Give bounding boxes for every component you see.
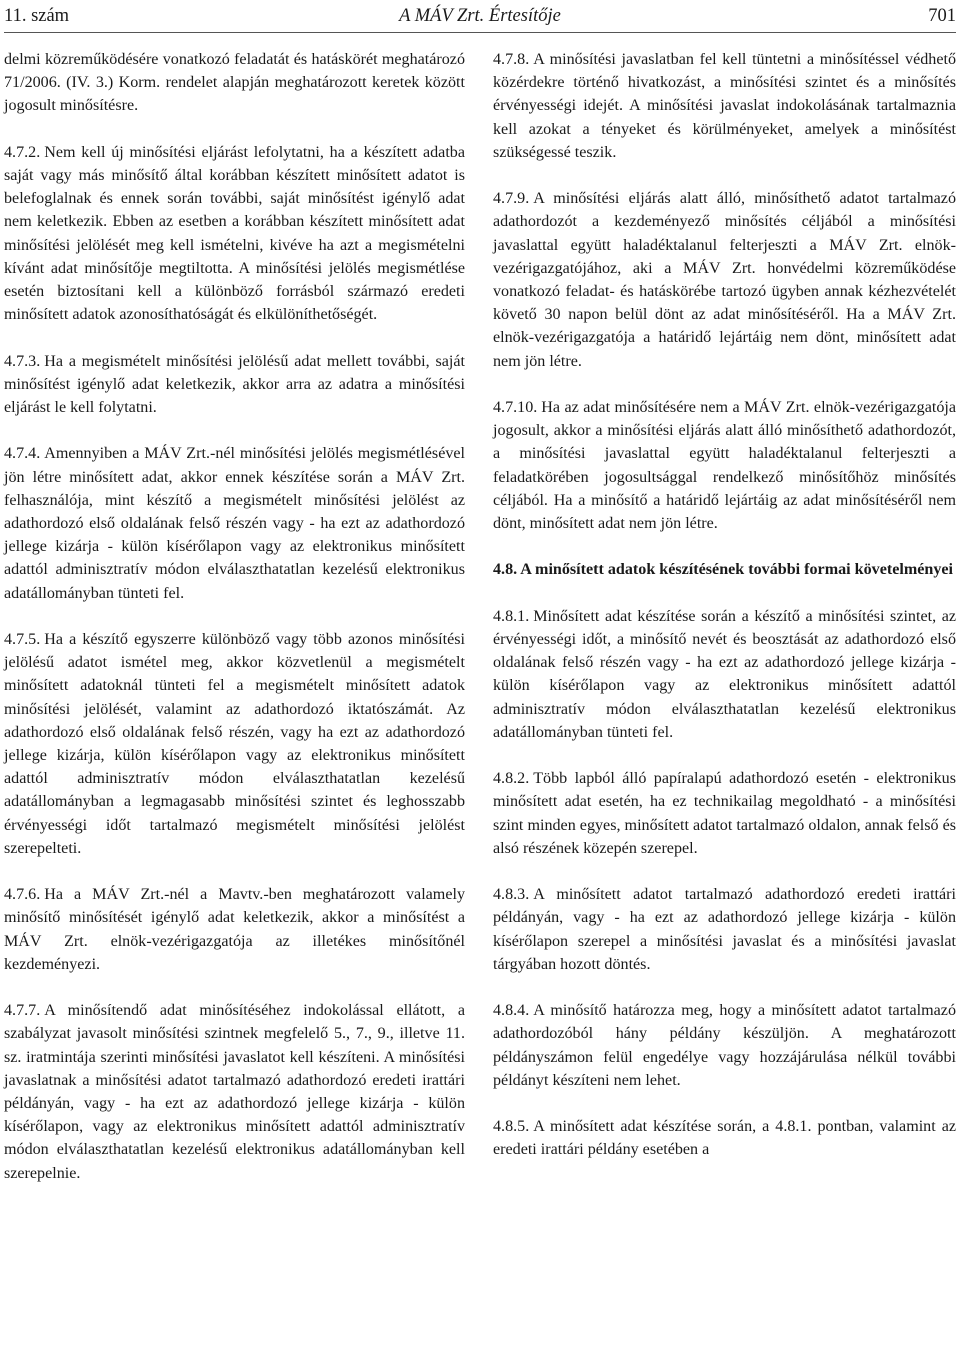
section-number: 4.7.8. bbox=[493, 51, 530, 68]
paragraph-text: Minősített adat készítése során a készítő a minősítési szintet, az érvényességi időt, a minősítő nevét és beosztását az adathordozó első oldalának felső részén vagy - ha ezt az adathordozó jellege kizárja - külön kísérőlapon vagy az elektronikus minősített adattól adminisztratív módon elválaszthatatlan kezelésű elektronikus adatállományban tünteti fel. bbox=[493, 607, 956, 741]
paragraph-text: A minősítési javaslatban fel kell tüntetni a minősítéssel védhető közérdekre történő hivatkozást, a minősítési szintet és a minősítés érvényességi idejét. A minősítési javaslat indokolásának tartalmaznia kell azokat a tényeket és körülményeket, amelyek a minősítést szükségessé teszik. bbox=[493, 51, 956, 161]
paragraph-text: Több lapból álló papíralapú adathordozó esetén - elektronikus minősített adat esetén, ha ez technikailag megoldható - a minősítési szint minden egyes, minősített adatot tartalmazó oldalon, annak felső és alsó részének közepén szerepel. bbox=[493, 770, 956, 857]
issue-number: 11. szám bbox=[4, 6, 70, 26]
paragraph-text: delmi közreműködésére vonatkozó feladatát és hatáskörét meghatározó 71/2006. (IV. 3.) Korm. rendelet alapján meghatározott keretek között jogosult minősítésre. bbox=[4, 51, 465, 115]
paragraph-text: Amennyiben a MÁV Zrt.-nél minősítési jelölés megismétlésével jön létre minősített adat, akkor ennek készítése során a MÁV Zrt. felhasználója, mint készítő a megismételt minősítési jelölést az adathordozó első oldalának felső részén vagy - ha ezt az adathordozó jellege kizárja - külön kísérőlapon vagy az elektronikus minősített adattól adminisztratív módon elválaszthatatlan kezelésű elektronikus adatállományban tünteti fel. bbox=[4, 445, 465, 602]
paragraph-4-7-4 bbox=[4, 442, 465, 604]
section-number: 4.7.5. bbox=[4, 631, 41, 649]
paragraph-text: Ha a készítő egyszerre különböző vagy több azonos minősítési jelölésű adatot ismétel meg, akkor közvetlenül a megismételt minősített adatoknál tünteti fel a megismételt minősített adatok minősítési jelölését, valamint az adathordozó iktatószámát. Az adathordozó első oldalának felső részén, vagy ha ezt az adathordozó jellege kizárja, külön kísérőlapon vagy az elektronikus minősített adattól adminisztratív módon elválaszthatatlan kezelésű adatállományban a legmagasabb minősítési szintet és leghosszabb érvényességi időt tartalmazó megismételt minősítési jelölést szerepelteti. bbox=[4, 631, 465, 857]
section-number: 4.8.3. bbox=[493, 886, 530, 904]
publication-title: A MÁV Zrt. Értesítője bbox=[399, 6, 561, 26]
section-number: 4.7.9. bbox=[493, 190, 530, 208]
paragraph-4-8-3 bbox=[493, 883, 956, 976]
right-column bbox=[493, 48, 956, 1162]
paragraph-4-8-5 bbox=[493, 1115, 956, 1161]
paragraph-4-7-5 bbox=[4, 628, 465, 860]
section-number: 4.7.2. bbox=[4, 143, 41, 161]
section-number: 4.7.3. bbox=[4, 352, 41, 370]
paragraph-4-8-1 bbox=[493, 605, 956, 744]
section-number: 4.7.10. bbox=[493, 399, 538, 417]
section-number: 4.8.2. bbox=[493, 770, 530, 788]
section-number: 4.8.5. bbox=[493, 1118, 530, 1136]
page-header bbox=[4, 4, 956, 33]
section-number: 4.7.6. bbox=[4, 886, 41, 904]
page-number: 701 bbox=[928, 6, 956, 26]
paragraph-text: A minősített adat készítése során, a 4.8.1. pontban, valamint az eredeti irattári példány esetében a bbox=[493, 1118, 956, 1159]
paragraph-text: A minősítendő adat minősítéséhez indokolással ellátott, a szabályzat javasolt minősítési szintnek megfelelő 5., 7., 9., illetve 11. sz. iratmintája szerinti minősítési javaslatot kell készíteni. A minősítési javaslatnak a minősítési adatot tartalmazó adathordozó eredeti irattári példányán, vagy - ha ezt az adathordozó jellege kizárja - külön kísérőlapon, vagy az elektronikus minősített adattól adminisztratív módon elválaszthatatlan kezelésű elektronikus adatállományban kell szerepelnie. bbox=[4, 1002, 465, 1182]
section-number: 4.8.1. bbox=[493, 607, 530, 625]
paragraph-text: Ha a MÁV Zrt.-nél a Mavtv.-ben meghatározott valamely minősítő minősítését igénylő adat keletkezik, akkor a minősítést a MÁV Zrt. elnök-vezérigazgatója az illetékes minősítőnél kezdeményezi. bbox=[4, 886, 465, 973]
paragraph-4-8-4 bbox=[493, 999, 956, 1092]
paragraph-continuation bbox=[4, 48, 465, 118]
section-number: 4.7.7. bbox=[4, 1002, 41, 1020]
paragraph-4-7-10 bbox=[493, 396, 956, 535]
left-column bbox=[4, 48, 465, 1185]
section-number: 4.8.4. bbox=[493, 1002, 530, 1020]
paragraph-4-7-7 bbox=[4, 999, 465, 1185]
paragraph-text: Nem kell új minősítési eljárást lefolytatni, ha a készített adatba saját vagy más minősítő által korábban készített minősített adatot is belefoglalnak és ennek során további, saját minősítést igénylő adat nem keletkezik. Ebben az esetben a korábban készített minősített adat minősítési jelölését meg kell ismételni, kivéve ha azt a megismételni kívánt adat minősítője megtiltotta. A minősítési jelölés megismétlése esetén biztosítani kell a különböző forrásból származó eredeti minősített adatok azonosíthatóságát és elkülöníthetőségét. bbox=[4, 143, 465, 324]
paragraph-text: Ha a megismételt minősítési jelölésű adat mellett további, saját minősítést igénylő adat keletkezik, akkor arra az adatra a minősítési eljárást le kell folytatni. bbox=[4, 352, 465, 417]
paragraph-text: Ha az adat minősítésére nem a MÁV Zrt. elnök-vezérigazgatója jogosult, akkor a minősítési eljárás alatt álló minősíthető adathordozót, a minősítési javaslattal együtt haladéktalanul felterjeszti a feladatkörében jogosultsággal rendelkező minősítőhöz minősítés céljából. Ha a minősítő a határidő lejártáig az adat minősítéséről nem dönt, minősített adat nem jön létre. bbox=[493, 399, 956, 533]
paragraph-text: A minősített adatot tartalmazó adathordozó eredeti irattári példányán, vagy - ha ezt az adathordozó jellege kizárja - külön kísérőlapon szerepel a minősítési javaslat és a minősítési javaslat tárgyában hozott döntés. bbox=[493, 886, 956, 973]
paragraph-4-7-3 bbox=[4, 350, 465, 420]
paragraph-4-7-9 bbox=[493, 187, 956, 373]
section-heading-4-8: 4.8. A minősített adatok készítésének további formai követelményei bbox=[493, 561, 953, 579]
paragraph-4-7-2 bbox=[4, 141, 465, 327]
paragraph-4-8-2 bbox=[493, 767, 956, 860]
paragraph-text: A minősítési eljárás alatt álló, minősíthető adatot tartalmazó adathordozót a kezdeményező minősítés céljából a minősítési javaslattal együtt haladéktalanul felterjeszti a MÁV Zrt. elnök-vezérigazgatójához, aki a MÁV Zrt. honvédelmi közreműködése vonatkozó feladat- és hatáskörébe tartozó ügyben annak kézhezvételét követő 30 napon belül dönt az adat minősítéséről. Ha a MÁV Zrt. elnök-vezérigazgatója a határidő lejártáig nem dönt, minősített adat nem jön létre. bbox=[493, 190, 956, 370]
paragraph-text: A minősítő határozza meg, hogy a minősített adatot tartalmazó adathordozóból hány példány készüljön. A meghatározott példányszámon felül engedélye vagy hozzájárulása nélkül további példányt készíteni nem lehet. bbox=[493, 1002, 956, 1089]
paragraph-4-7-6 bbox=[4, 883, 465, 976]
paragraph-4-7-8 bbox=[493, 48, 956, 164]
section-number: 4.7.4. bbox=[4, 445, 41, 463]
